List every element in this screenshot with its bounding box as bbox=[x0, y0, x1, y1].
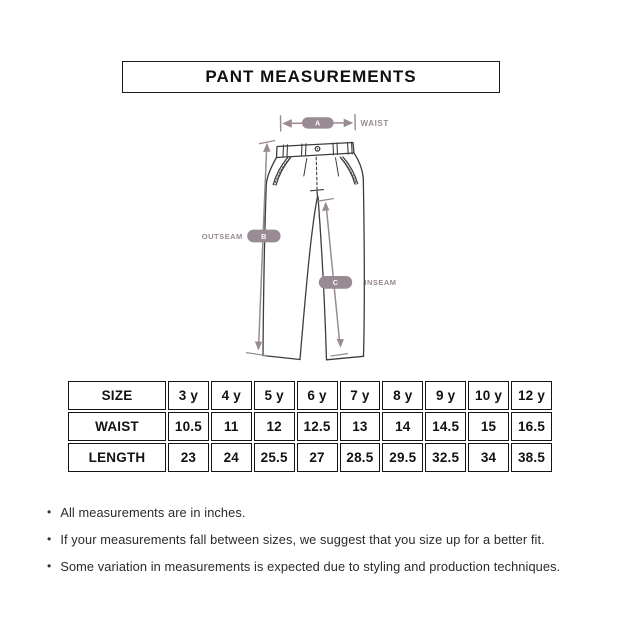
length-value: 24 bbox=[211, 443, 252, 472]
size-col-header: 9 y bbox=[425, 381, 466, 410]
size-col-header: 8 y bbox=[382, 381, 423, 410]
waist-value: 13 bbox=[340, 412, 381, 441]
note-text: Some variation in measurements is expected due to styling and production techniques. bbox=[60, 559, 561, 574]
bullet-icon: • bbox=[47, 532, 52, 546]
length-value: 27 bbox=[297, 443, 338, 472]
outseam-label: OUTSEAM bbox=[201, 231, 243, 241]
waist-value: 14 bbox=[382, 412, 423, 441]
waist-value: 14.5 bbox=[425, 412, 466, 441]
length-value: 25.5 bbox=[254, 443, 295, 472]
waist-value: 11 bbox=[211, 412, 252, 441]
size-table-container bbox=[66, 379, 554, 474]
size-col-header: 12 y bbox=[511, 381, 552, 410]
page-title-box bbox=[122, 61, 500, 93]
size-col-header: 5 y bbox=[254, 381, 295, 410]
size-col-header: 7 y bbox=[340, 381, 381, 410]
length-value: 29.5 bbox=[382, 443, 423, 472]
inseam-label: INSEAM bbox=[364, 278, 397, 287]
inseam-pill-label: C bbox=[332, 278, 339, 288]
outseam-arrow bbox=[247, 141, 275, 356]
note-item bbox=[47, 531, 597, 548]
waist-value: 12 bbox=[254, 412, 295, 441]
length-value: 34 bbox=[468, 443, 509, 472]
length-value: 38.5 bbox=[511, 443, 552, 472]
notes-list bbox=[47, 504, 597, 585]
length-value: 28.5 bbox=[340, 443, 381, 472]
row-label-size: SIZE bbox=[68, 381, 166, 410]
table-row-size bbox=[68, 381, 552, 410]
pant-diagram bbox=[180, 100, 445, 385]
size-table bbox=[66, 379, 554, 474]
waist-value: 12.5 bbox=[297, 412, 338, 441]
note-item bbox=[47, 504, 597, 521]
waist-value: 16.5 bbox=[511, 412, 552, 441]
outseam-pill-label: B bbox=[261, 231, 267, 241]
row-label-length: LENGTH bbox=[68, 443, 166, 472]
table-row-length bbox=[68, 443, 552, 472]
waist-value: 15 bbox=[468, 412, 509, 441]
table-row-waist bbox=[68, 412, 552, 441]
note-text: If your measurements fall between sizes, we suggest that you size up for a better fit. bbox=[60, 532, 545, 547]
pants-outline bbox=[263, 142, 364, 360]
note-item bbox=[47, 558, 597, 575]
bullet-icon: • bbox=[47, 505, 52, 519]
waist-value: 10.5 bbox=[168, 412, 209, 441]
size-col-header: 10 y bbox=[468, 381, 509, 410]
size-col-header: 4 y bbox=[211, 381, 252, 410]
size-col-header: 6 y bbox=[297, 381, 338, 410]
row-label-waist: WAIST bbox=[68, 412, 166, 441]
waist-label: WAIST bbox=[360, 119, 389, 129]
bullet-icon: • bbox=[47, 559, 52, 573]
page-title: PANT MEASUREMENTS bbox=[205, 67, 417, 86]
length-value: 32.5 bbox=[425, 443, 466, 472]
note-text: All measurements are in inches. bbox=[60, 505, 246, 520]
waist-pill-label: A bbox=[314, 118, 321, 128]
length-value: 23 bbox=[168, 443, 209, 472]
fly-stitch bbox=[316, 157, 317, 191]
size-col-header: 3 y bbox=[168, 381, 209, 410]
